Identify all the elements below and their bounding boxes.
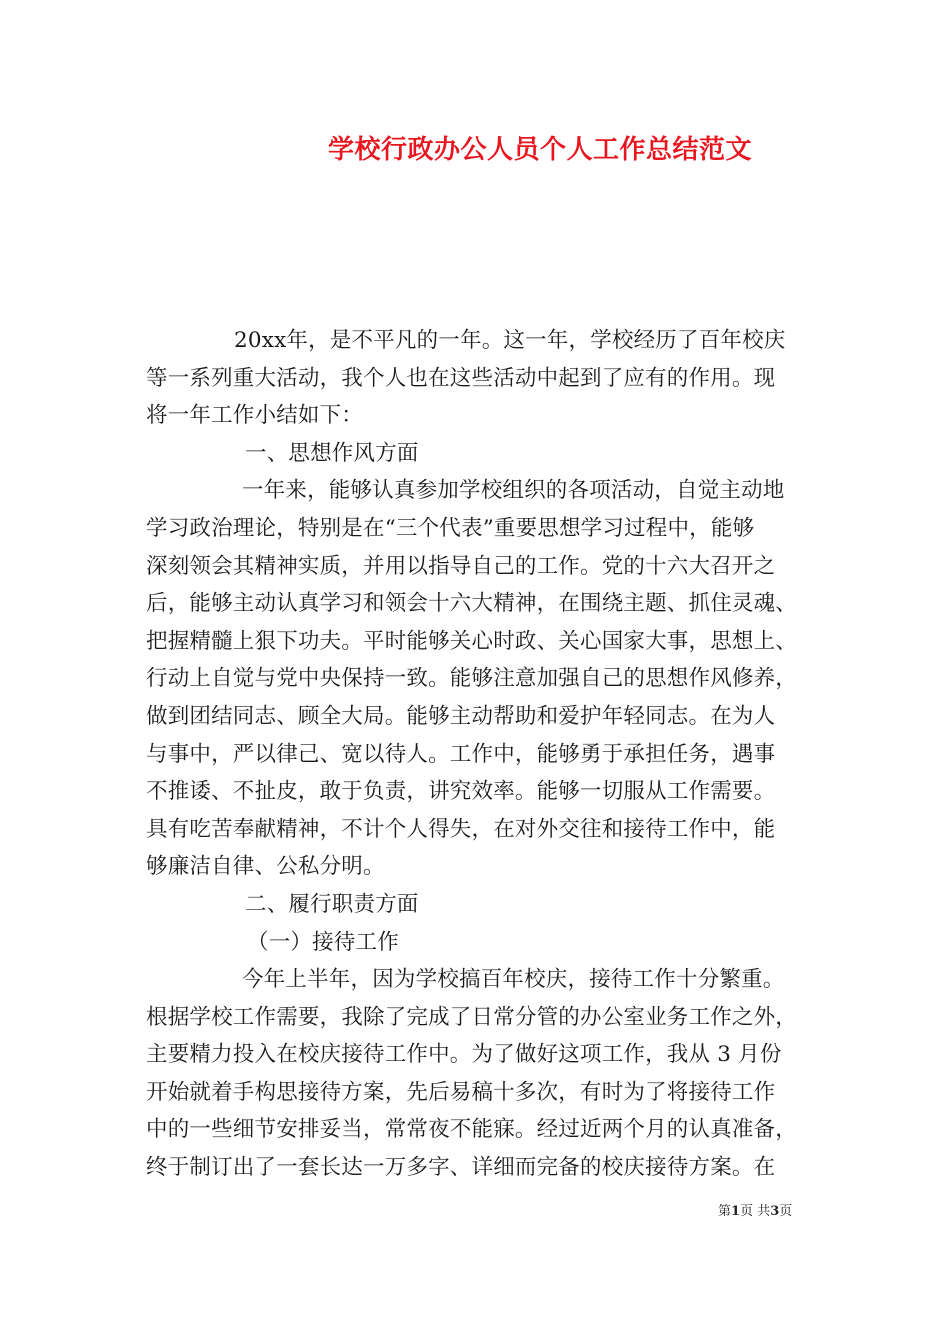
text-line: 开始就着手构思接待方案，先后易稿十多次，有时为了将接待工作 [146, 1079, 776, 1105]
text-line: 做到团结同志、顾全大局。能够主动帮助和爱护年轻同志。在为人 [146, 703, 776, 729]
text-line: 学习政治理论，特别是在“三个代表”重要思想学习过程中，能够 [146, 515, 755, 541]
page-number: 1 [731, 1204, 741, 1219]
text-line: 行动上自觉与党中央保持一致。能够注意加强自己的思想作风修养， [146, 666, 798, 692]
text-line: 不推诿、不扯皮，敢于负责，讲究效率。能够一切服从工作需要。 [146, 779, 776, 805]
document-title: 学校行政办公人员个人工作总结范文 [327, 135, 752, 165]
text-line: 今年上半年，因为学校搞百年校庆，接待工作十分繁重。 [242, 967, 785, 993]
text-line: 根据学校工作需要，我除了完成了日常分管的办公室业务工作之外， [146, 1004, 798, 1030]
text-line: 够廉洁自律、公私分明。 [146, 854, 385, 880]
document-body [146, 322, 816, 1187]
text-line: 主要精力投入在校庆接待工作中。为了做好这项工作，我从 3 月份 [146, 1042, 782, 1068]
text-line: 将一年工作小结如下： [146, 403, 364, 429]
section-heading: 二、履行职责方面 [245, 891, 419, 917]
text-line: 终于制订出了一套长达一万多字、详细而完备的校庆接待方案。在 [146, 1155, 776, 1181]
footer-middle: 页 共 [740, 1204, 771, 1219]
text-line: 后，能够主动认真学习和领会十六大精神，在围绕主题、抓住灵魂、 [146, 591, 798, 617]
text-line: 把握精髓上狠下功夫。平时能够关心时政、关心国家大事，思想上、 [146, 628, 798, 654]
total-pages: 3 [770, 1204, 780, 1219]
text-line: 中的一些细节安排妥当，常常夜不能寐。经过近两个月的认真准备， [146, 1117, 798, 1143]
footer-suffix: 页 [779, 1204, 793, 1219]
subsection-heading: （一）接待工作 [247, 929, 399, 955]
footer-prefix: 第 [718, 1204, 732, 1219]
text-line: 一年来，能够认真参加学校组织的各项活动，自觉主动地 [242, 478, 785, 504]
text-line: 深刻领会其精神实质，并用以指导自己的工作。党的十六大召开之 [146, 553, 776, 579]
text-line: 20xx年，是不平凡的一年。这一年，学校经历了百年校庆 [234, 328, 786, 353]
section-heading: 一、思想作风方面 [245, 440, 419, 466]
text-line: 与事中，严以律己、宽以待人。工作中，能够勇于承担任务，遇事 [146, 741, 776, 767]
text-line: 具有吃苦奉献精神，不计个人得失，在对外交往和接待工作中，能 [146, 816, 776, 842]
text-line: 等一系列重大活动，我个人也在这些活动中起到了应有的作用。现 [146, 365, 776, 391]
page-footer [718, 1203, 792, 1221]
